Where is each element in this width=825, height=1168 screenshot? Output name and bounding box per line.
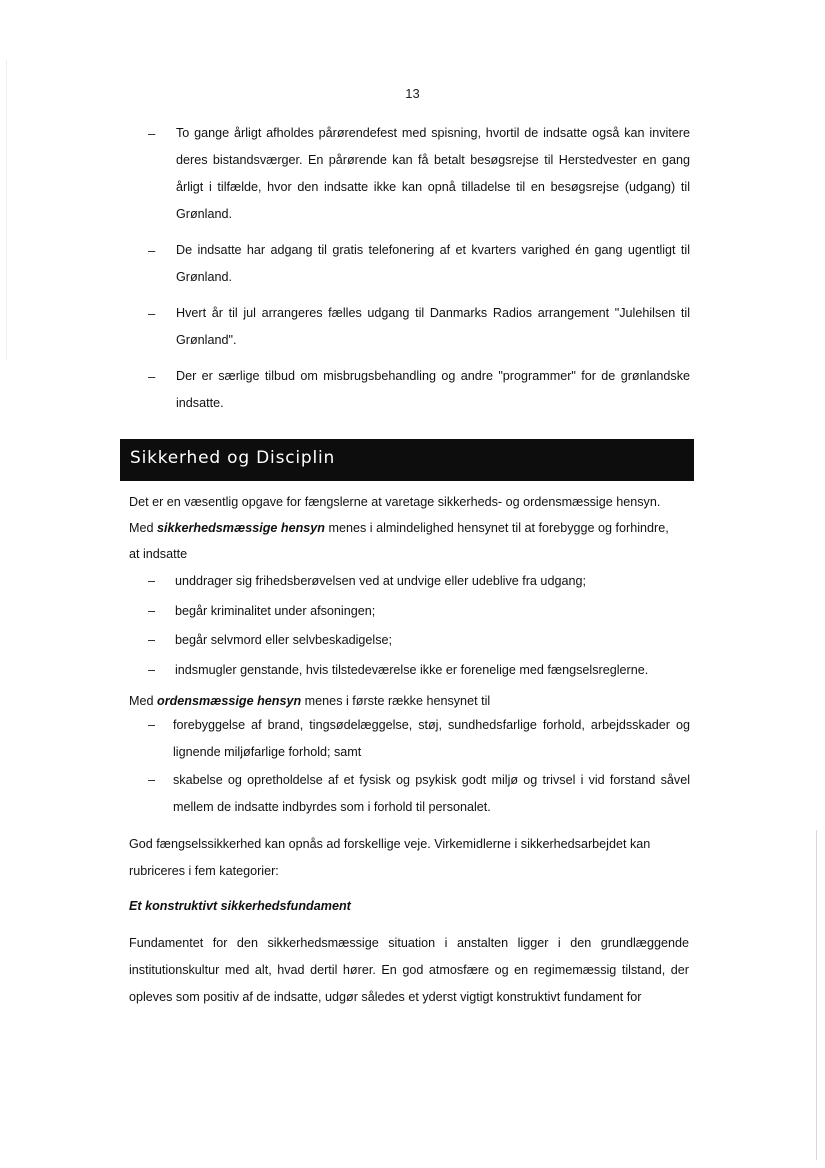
list-item-text: begår selvmord eller selvbeskadigelse;	[175, 633, 393, 647]
list-item	[145, 300, 690, 354]
list-item-text: skabelse og opretholdelse af et fysisk og psykisk godt miljø og trivsel i vid forstand såvel mellem de indsatte indbyrdes som i forhold til personalet.	[173, 773, 690, 814]
list-item-text: Der er særlige tilbud om misbrugsbehandling og andre "programmer" for de grønlandske indsatte.	[176, 369, 690, 410]
dash-bullet: –	[148, 126, 156, 141]
list-item	[145, 120, 690, 228]
list-item-text: Hvert år til jul arrangeres fælles udgang til Danmarks Radios arrangement "Julehilsen til Grønland".	[176, 306, 690, 347]
dash-bullet: –	[148, 662, 156, 677]
security-bullet-list	[145, 568, 690, 686]
page-number: 13	[405, 86, 420, 101]
paragraph-line: Det er en væsentlig opgave for fængslerne at varetage sikkerheds- og ordensmæssige hensyn.	[129, 495, 661, 509]
list-item-text: To gange årligt afholdes pårørendefest med spisning, hvortil de indsatte også kan invitere deres bistandsværger. En pårørende kan få betalt besøgsrejse til Herstedvester en gang årligt i tilfælde, hvor den indsatte ikke kan opnå tilladelse til en besøgsrejse (udgang) til Grønland.	[176, 126, 690, 221]
dash-bullet: –	[148, 603, 156, 618]
paragraph-line	[129, 515, 689, 541]
list-item-text: forebyggelse af brand, tingsødelæggelse, støj, sundhedsfarlige forhold, arbejdsskader og lignende miljøfarlige forhold; samt	[173, 718, 690, 759]
keyword-emphasis: ordensmæssige hensyn	[157, 694, 302, 708]
keyword-emphasis: sikkerhedsmæssige hensyn	[157, 521, 325, 535]
text-run: Med	[129, 521, 157, 535]
dash-bullet: –	[148, 773, 156, 787]
list-item-text: unddrager sig frihedsberøvelsen ved at undvige eller udeblive fra udgang;	[175, 574, 586, 588]
top-bullet-list	[145, 120, 690, 426]
subheading: Et konstruktivt sikkerhedsfundament	[129, 899, 351, 913]
list-item	[145, 627, 690, 657]
text-run: Med	[129, 694, 157, 708]
list-item-text: De indsatte har adgang til gratis telefonering af et kvarters varighed én gang ugentligt til Grønland.	[176, 243, 690, 284]
list-item	[145, 568, 690, 598]
paragraph-foundation: Fundamentet for den sikkerhedsmæssige situation i anstalten ligger i den grundlæggende institutionskultur med alt, hvad dertil hører. En god atmosfære og en regimemæssig tilstand, der opleves som positiv af de indsatte, udgør således et yderst vigtigt konstruktivt fundament for	[129, 936, 689, 1004]
section-header-bar	[120, 439, 694, 481]
list-item	[145, 767, 690, 821]
list-item	[145, 657, 690, 687]
list-item-text: begår kriminalitet under afsoningen;	[175, 603, 376, 618]
dash-bullet: –	[148, 369, 156, 384]
paragraph-order-intro	[129, 688, 689, 715]
list-item	[145, 712, 690, 766]
scan-edge-line	[816, 830, 817, 1160]
dash-bullet: –	[148, 574, 156, 588]
order-bullet-list	[145, 712, 690, 822]
list-item	[145, 363, 690, 417]
paragraph-security-intro	[129, 489, 689, 567]
dash-bullet: –	[148, 633, 156, 647]
list-item	[145, 598, 690, 628]
dash-bullet: –	[148, 306, 156, 321]
list-item	[145, 237, 690, 291]
text-run: menes i almindelighed hensynet til at forebygge og forhindre,	[325, 521, 669, 535]
dash-bullet: –	[148, 243, 156, 258]
paragraph-categories: God fængselssikkerhed kan opnås ad forskellige veje. Virkemidlerne i sikkerhedsarbejdet kan rubriceres i fem kategorier:	[129, 837, 651, 878]
dash-bullet: –	[148, 718, 156, 732]
list-item-text: indsmugler genstande, hvis tilstedeværelse ikke er forenelige med fængselsreglerne.	[175, 662, 649, 677]
text-run: menes i første række hensynet til	[301, 694, 491, 708]
section-title: Sikkerhed og Disciplin	[130, 448, 336, 468]
scan-edge-line-left	[6, 60, 7, 360]
paragraph-line: at indsatte	[129, 547, 188, 561]
